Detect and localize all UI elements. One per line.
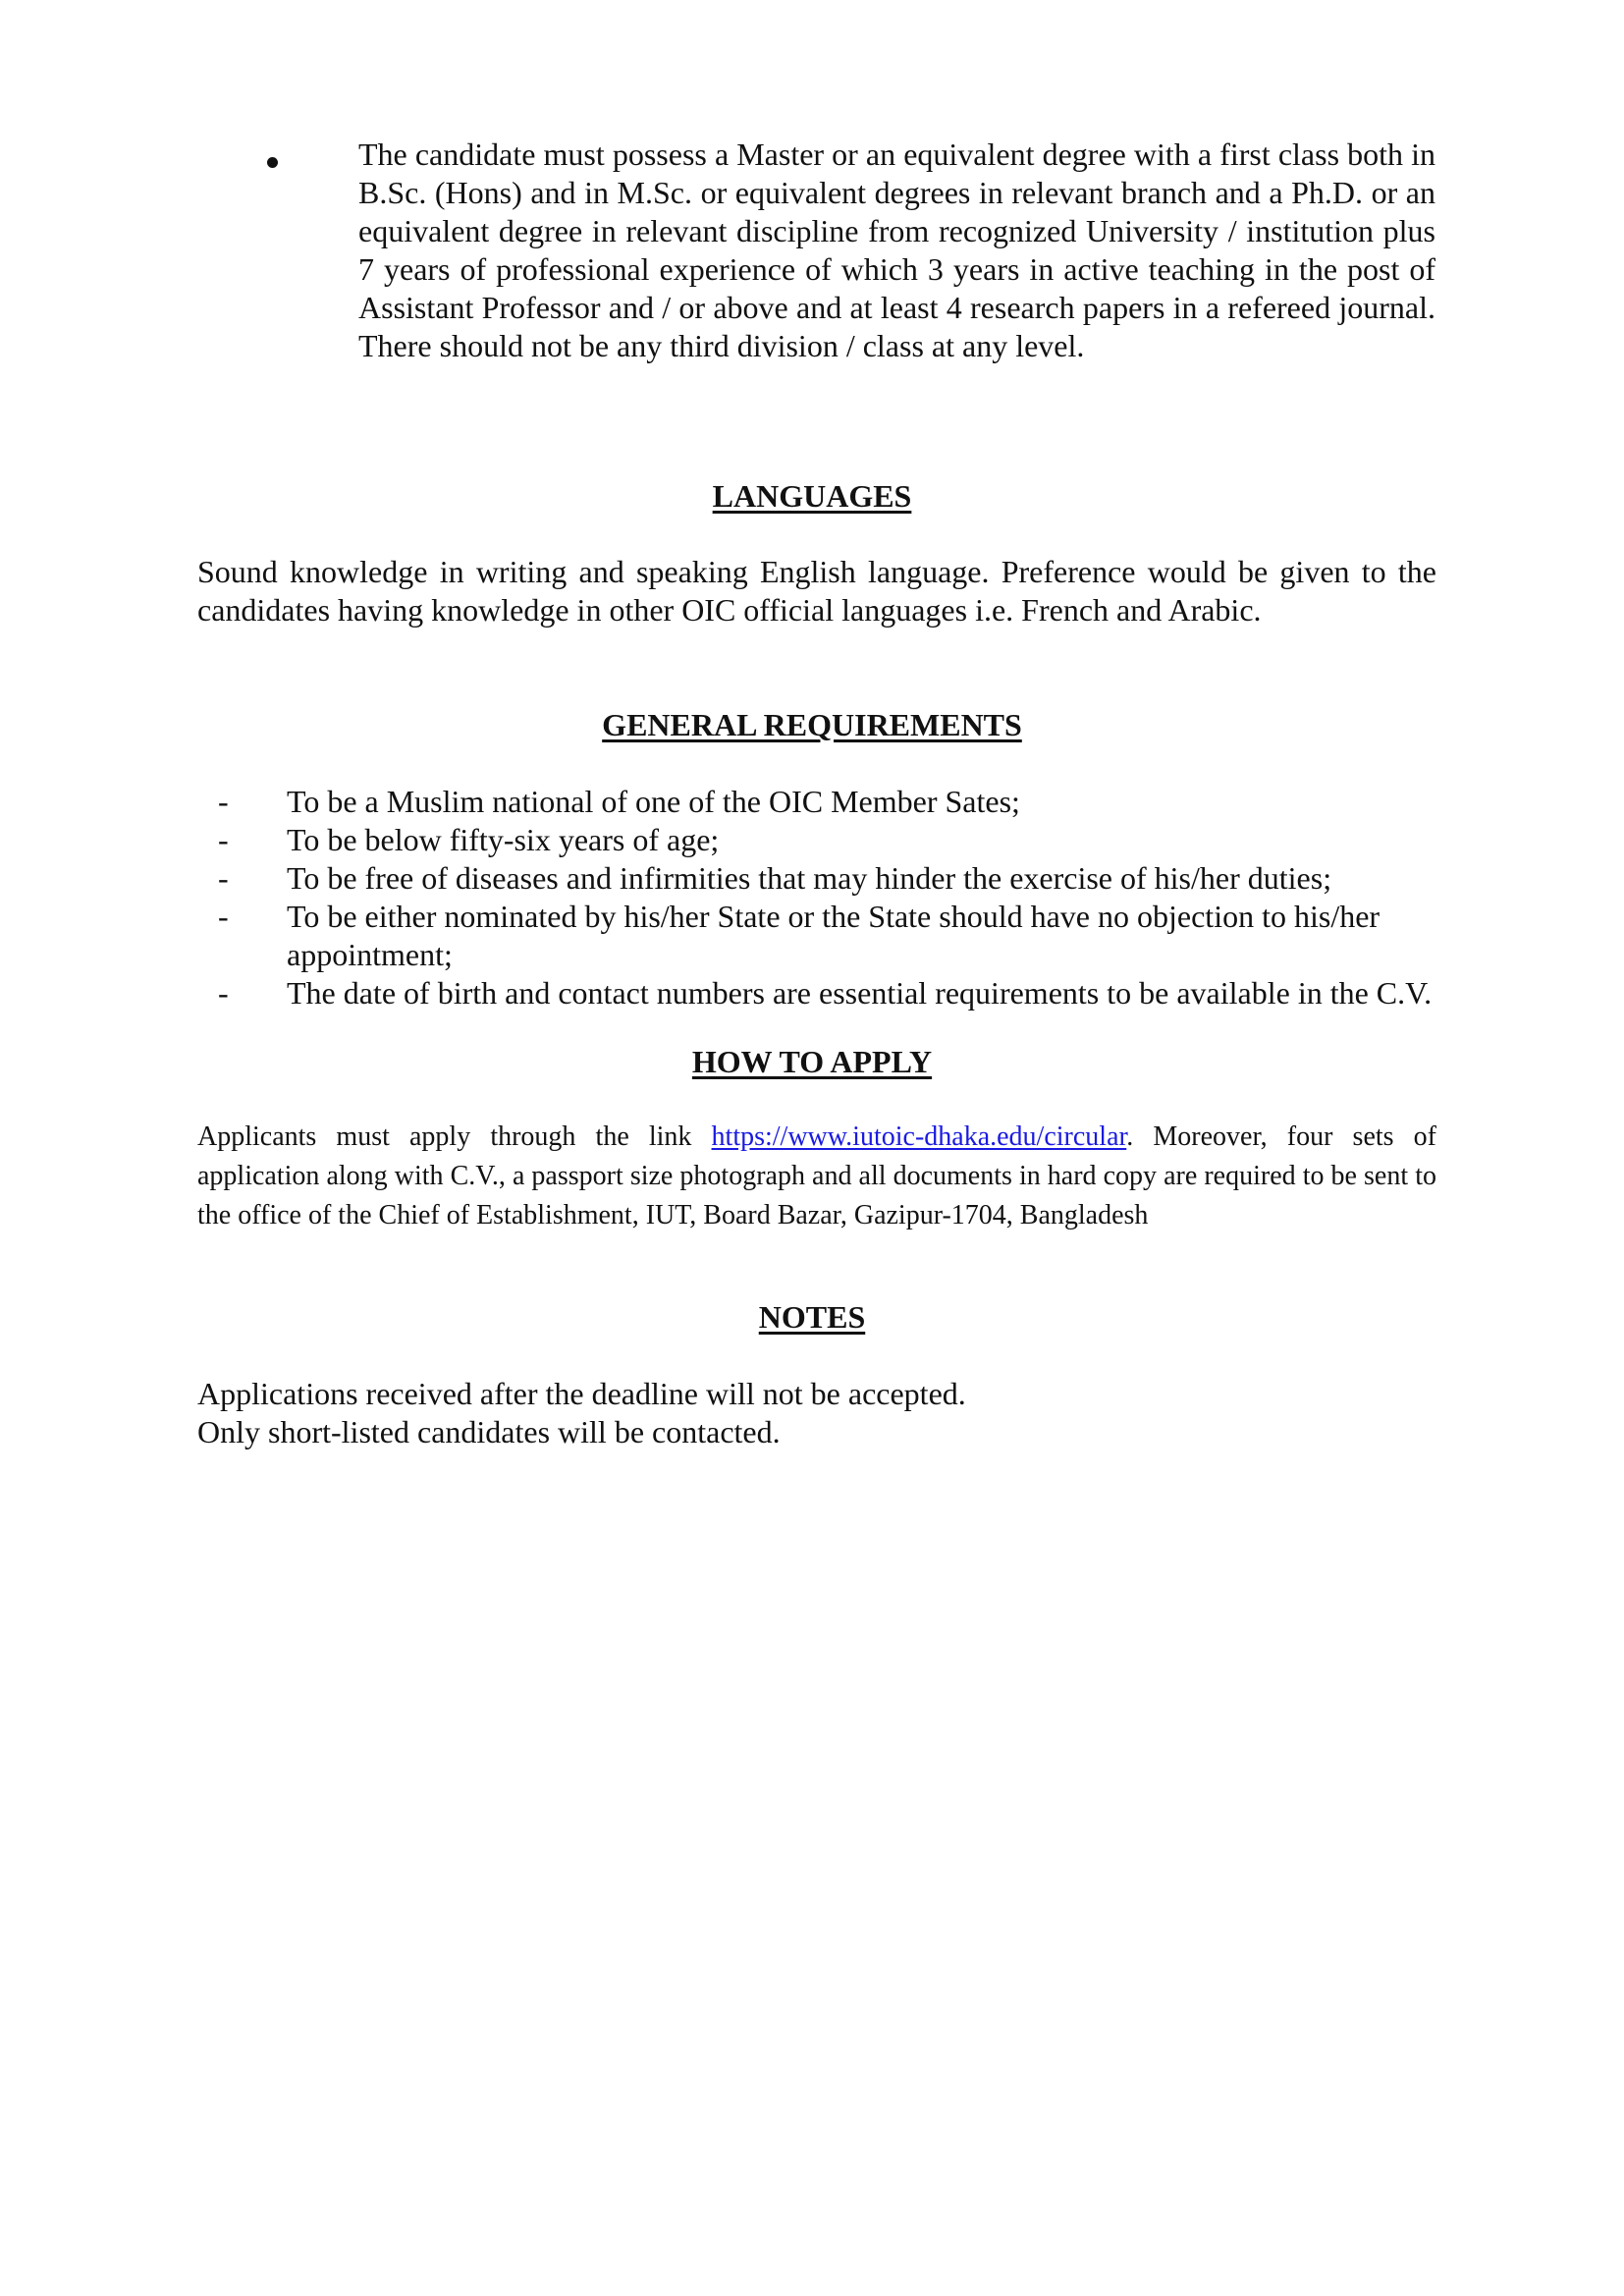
requirement-item [218, 974, 1445, 1012]
note-line: Applications received after the deadline will not be accepted. [197, 1376, 966, 1411]
qualification-bullet-item [267, 136, 1435, 365]
requirement-text: To be a Muslim national of one of the OIC Member Sates; [287, 784, 1020, 819]
requirement-text: The date of birth and contact numbers are essential requirements to be available in the C.V. [287, 975, 1433, 1011]
dash-bullet: - [218, 822, 229, 857]
dash-bullet: - [218, 860, 229, 896]
how-to-apply-text [197, 1118, 1436, 1235]
general-requirements-list [218, 783, 1445, 1012]
notes-heading: NOTES [758, 1299, 866, 1335]
requirement-item [218, 821, 1445, 859]
languages-heading: LANGUAGES [712, 478, 912, 514]
requirement-text: To be either nominated by his/her State or the State should have no objection to his/her appointment; [287, 899, 1380, 972]
requirement-text: To be below fifty-six years of age; [287, 822, 720, 857]
qualification-text: The candidate must possess a Master or an equivalent degree with a first class both in B.Sc. (Hons) and in M.Sc. or equivalent degrees in relevant branch and a Ph.D. or an equivalent degree in relevant discipline from recognized University / institution plus 7 years of professional experience of which 3 years in active teaching in the post of Assistant Professor and / or above and at least 4 research papers in a refereed journal. There should not be any third division / class at any level. [358, 137, 1435, 363]
apply-text-intro: Applicants must apply through the link [197, 1121, 712, 1152]
note-line: Only short-listed candidates will be contacted. [197, 1414, 781, 1449]
requirement-item [218, 859, 1445, 898]
apply-text-details: . Moreover, four sets of application along with C.V., a passport size photograph and all documents in hard copy are required to be sent to the office of the Chief of Establishment, IUT, Board Bazar, Gazipur-1704, Bangladesh [197, 1121, 1436, 1230]
requirement-item [218, 783, 1445, 821]
dash-bullet: - [218, 975, 229, 1011]
requirement-item [218, 898, 1445, 974]
languages-text: Sound knowledge in writing and speaking English language. Preference would be given to the candidates having knowledge in other OIC official languages i.e. French and Arabic. [197, 554, 1436, 628]
dash-bullet: - [218, 784, 229, 819]
dash-bullet: - [218, 899, 229, 934]
general-requirements-heading: GENERAL REQUIREMENTS [602, 707, 1022, 742]
bullet-dot-icon [267, 157, 278, 168]
requirement-text: To be free of diseases and infirmities that may hinder the exercise of his/her duties; [287, 860, 1332, 896]
notes-text [197, 1375, 1436, 1451]
how-to-apply-heading: HOW TO APPLY [691, 1044, 933, 1079]
circular-link[interactable]: https://www.iutoic-dhaka.edu/circular [711, 1121, 1127, 1152]
